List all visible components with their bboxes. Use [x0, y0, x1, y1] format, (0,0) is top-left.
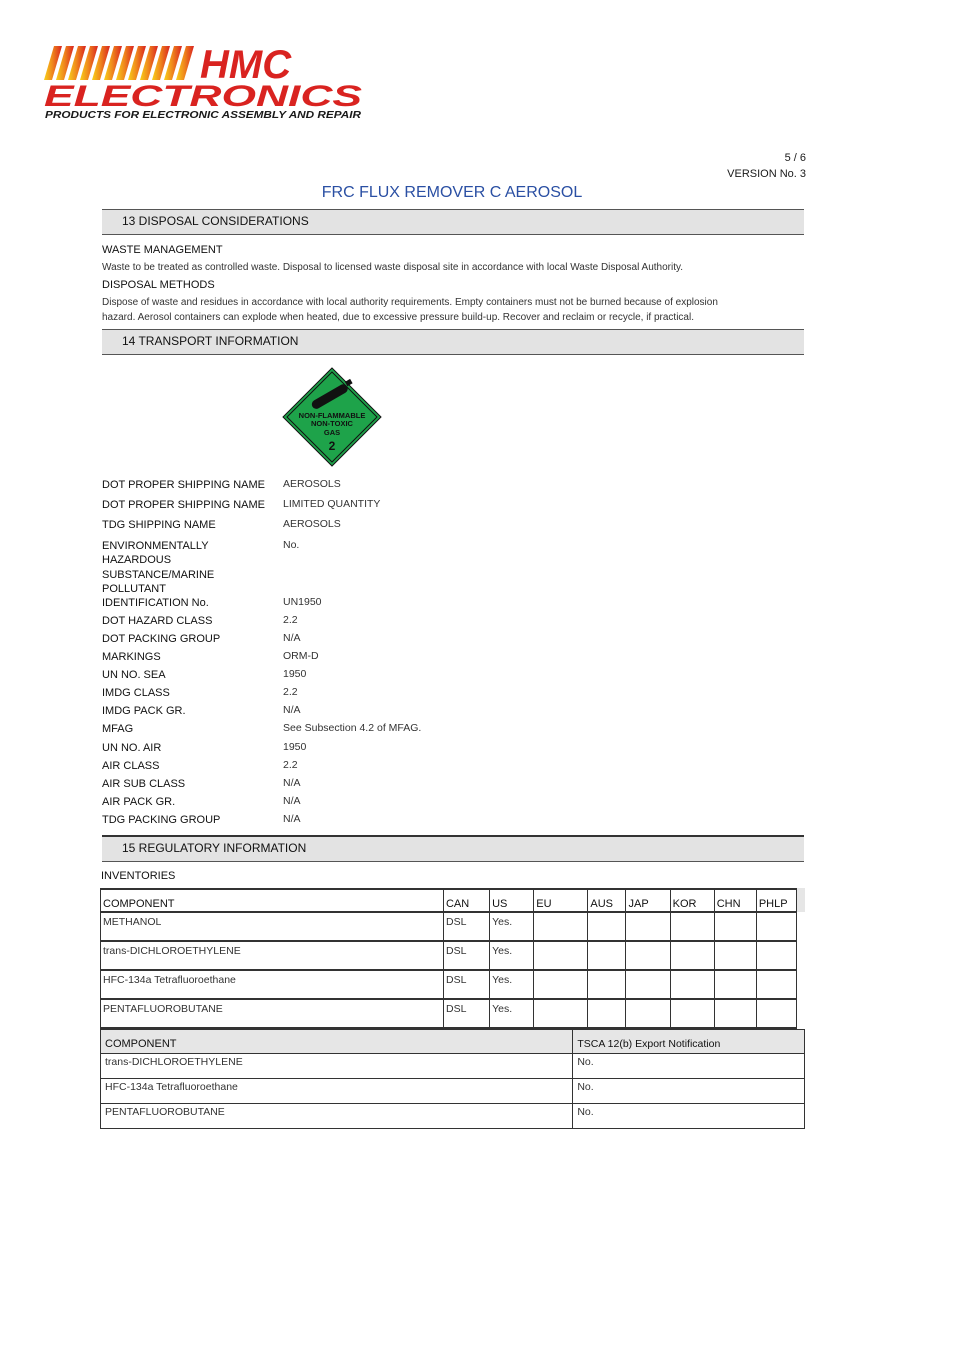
table-cell: DSL [443, 999, 489, 1028]
table-cell [588, 970, 626, 999]
section-14-title: 14 TRANSPORT INFORMATION [122, 334, 299, 348]
table-cell: METHANOL [101, 912, 444, 941]
transport-value: No. [283, 539, 300, 551]
table-cell [626, 999, 670, 1028]
transport-label: MFAG [102, 723, 134, 735]
table-cell [756, 970, 796, 999]
transport-label: AIR PACK GR. [102, 796, 176, 808]
transport-label: AIR SUB CLASS [102, 778, 186, 790]
table-cell: DSL [443, 970, 489, 999]
table-row [101, 1079, 805, 1104]
transport-label: TDG SHIPPING NAME [102, 519, 216, 531]
transport-value: UN1950 [283, 596, 322, 608]
inventory-header-row [101, 889, 797, 912]
table-cell [626, 941, 670, 970]
table-cell: HFC-134a Tetrafluoroethane [101, 970, 444, 999]
inventory-column-header: US [490, 889, 534, 912]
table-cell [670, 970, 714, 999]
inventory-column-header: JAP [626, 889, 670, 912]
placard-class-number: 2 [328, 439, 336, 453]
table-cell [534, 970, 588, 999]
table-cell [714, 999, 756, 1028]
inventory-column-header: CAN [443, 889, 489, 912]
placard-text-3: GAS [323, 428, 341, 437]
inventory-column-header: EU [534, 889, 588, 912]
table-cell [626, 912, 670, 941]
table-cell [756, 941, 796, 970]
tsca-column-header: TSCA 12(b) Export Notification [573, 1030, 805, 1054]
table-cell [714, 912, 756, 941]
table-cell [534, 941, 588, 970]
table-cell: DSL [443, 941, 489, 970]
transport-value: AEROSOLS [283, 478, 341, 490]
transport-value: LIMITED QUANTITY [283, 498, 381, 510]
transport-label: TDG PACKING GROUP [102, 814, 221, 826]
waste-management-heading: WASTE MANAGEMENT [102, 244, 223, 256]
transport-label: ENVIRONMENTALLY HAZARDOUS SUBSTANCE/MARINE POLLUTANT [102, 540, 215, 596]
table-cell [588, 999, 626, 1028]
placard-text-2: NON-TOXIC [311, 419, 353, 428]
transport-value: 1950 [283, 668, 307, 680]
table-row [101, 1054, 805, 1079]
transport-label: DOT PROPER SHIPPING NAME [102, 479, 265, 491]
section-15-header [102, 835, 804, 862]
inventory-header-edge [797, 888, 805, 912]
inventory-table [100, 888, 797, 1029]
section-14-header [102, 329, 804, 355]
transport-label: IDENTIFICATION No. [102, 597, 209, 609]
table-cell [588, 941, 626, 970]
logo-tagline: PRODUCTS FOR ELECTRONIC ASSEMBLY AND REPAIR [45, 109, 362, 121]
transport-label: IMDG PACK GR. [102, 705, 186, 717]
transport-value: See Subsection 4.2 of MFAG. [283, 722, 422, 734]
transport-value: N/A [283, 632, 301, 644]
transport-label: UN NO. AIR [102, 742, 162, 754]
disposal-methods-heading: DISPOSAL METHODS [102, 279, 215, 291]
inventory-column-header: COMPONENT [101, 889, 444, 912]
inventory-column-header: KOR [670, 889, 714, 912]
transport-value: 1950 [283, 741, 307, 753]
transport-value: AEROSOLS [283, 518, 341, 530]
transport-value: N/A [283, 813, 301, 825]
disposal-methods-text-2: hazard. Aerosol containers can explode when heated, due to excessive pressure build-up. Recover and reclaim or recycle, if practical. [102, 312, 694, 323]
table-cell: Yes. [490, 970, 534, 999]
disposal-methods-text-1: Dispose of waste and residues in accordance with local authority requirements. Empty containers must not be burned because of explosion [102, 297, 718, 308]
tsca-column-header: COMPONENT [101, 1030, 573, 1054]
transport-value: 2.2 [283, 759, 298, 771]
table-row [101, 1104, 805, 1129]
table-cell [714, 970, 756, 999]
table-cell [534, 912, 588, 941]
table-cell [756, 999, 796, 1028]
table-row [101, 999, 797, 1028]
table-cell: No. [573, 1104, 805, 1129]
section-13-header [102, 209, 804, 235]
table-cell [670, 941, 714, 970]
table-cell: trans-DICHLOROETHYLENE [101, 941, 444, 970]
placard-text-1: NON-FLAMMABLE [298, 411, 366, 420]
transport-label: DOT HAZARD CLASS [102, 615, 213, 627]
logo-brand-bottom: ELECTRONICS [44, 80, 362, 113]
logo-graphic [40, 38, 370, 124]
placard-graphic [282, 367, 382, 467]
transport-label: IMDG CLASS [102, 687, 170, 699]
table-cell [534, 999, 588, 1028]
section-13-title: 13 DISPOSAL CONSIDERATIONS [122, 214, 309, 228]
tsca-table [100, 1029, 805, 1129]
transport-label: DOT PROPER SHIPPING NAME [102, 499, 265, 511]
document-title [0, 184, 954, 202]
table-cell: trans-DICHLOROETHYLENE [101, 1054, 573, 1079]
inventory-column-header: AUS [588, 889, 626, 912]
table-cell [626, 970, 670, 999]
transport-label: MARKINGS [102, 651, 161, 663]
transport-value: N/A [283, 704, 301, 716]
table-cell: No. [573, 1079, 805, 1104]
inventory-column-header: PHLP [756, 889, 796, 912]
table-cell: No. [573, 1054, 805, 1079]
table-cell: Yes. [490, 999, 534, 1028]
table-cell [670, 999, 714, 1028]
transport-value: 2.2 [283, 614, 298, 626]
table-cell: Yes. [490, 941, 534, 970]
hmc-electronics-logo [40, 38, 370, 124]
transport-label: UN NO. SEA [102, 669, 166, 681]
transport-value: 2.2 [283, 686, 298, 698]
version-number: VERSION No. 3 [727, 168, 806, 180]
tsca-header-row [101, 1030, 805, 1054]
hazard-placard-class-2 [282, 367, 382, 467]
inventories-heading: INVENTORIES [101, 870, 176, 882]
table-cell [588, 912, 626, 941]
section-15-title: 15 REGULATORY INFORMATION [122, 841, 307, 855]
table-cell: DSL [443, 912, 489, 941]
logo-brand-top: HMC [200, 43, 292, 87]
transport-label: AIR CLASS [102, 760, 160, 772]
document-title-text: FRC FLUX REMOVER C AEROSOL [321, 184, 583, 201]
table-cell [714, 941, 756, 970]
transport-value: N/A [283, 777, 301, 789]
transport-value: ORM-D [283, 650, 319, 662]
inventory-column-header: CHN [714, 889, 756, 912]
table-cell [670, 912, 714, 941]
table-row [101, 941, 797, 970]
transport-label: DOT PACKING GROUP [102, 633, 221, 645]
transport-value: N/A [283, 795, 301, 807]
waste-management-text: Waste to be treated as controlled waste. Disposal to licensed waste disposal site in accordance with local Waste Disposal Authority. [102, 262, 684, 273]
table-cell: Yes. [490, 912, 534, 941]
table-row [101, 970, 797, 999]
table-cell: PENTAFLUOROBUTANE [101, 1104, 573, 1129]
table-row [101, 912, 797, 941]
table-cell: HFC-134a Tetrafluoroethane [101, 1079, 573, 1104]
page-number: 5 / 6 [784, 152, 806, 164]
table-cell: PENTAFLUOROBUTANE [101, 999, 444, 1028]
table-cell [756, 912, 796, 941]
